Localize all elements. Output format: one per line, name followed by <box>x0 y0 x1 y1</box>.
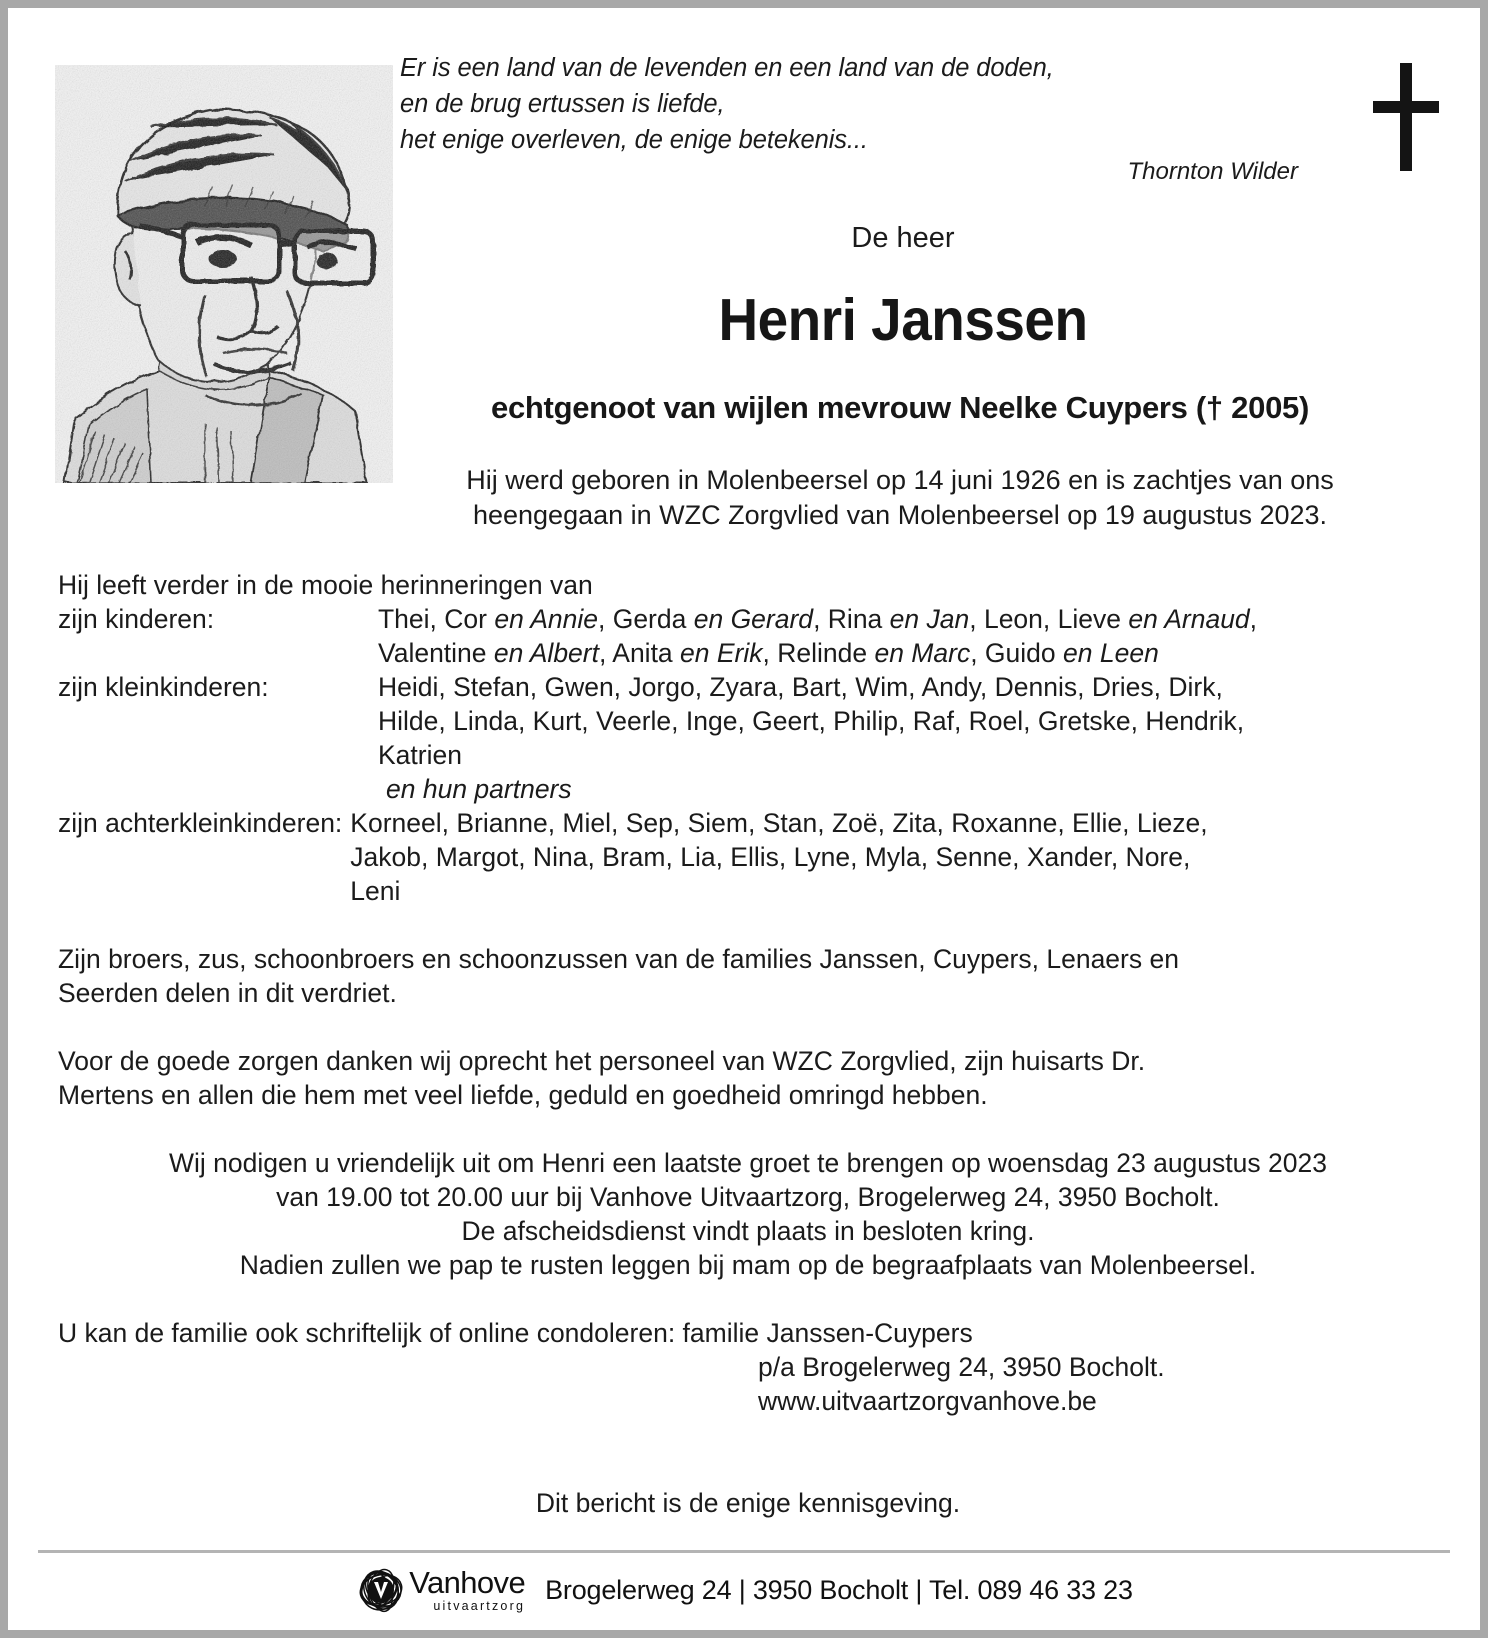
condolence-paragraph <box>58 1316 1438 1418</box>
memorial-card <box>8 8 1480 1630</box>
thanks-paragraph <box>58 1044 1438 1112</box>
quote-line-3: het enige overleven, de enige betekenis... <box>400 126 868 154</box>
greatgrandchildren-line-1: Korneel, Brianne, Miel, Sep, Siem, Stan, Zoë, Zita, Roxanne, Ellie, Lieze, <box>350 808 1208 838</box>
greatgrandchildren-row <box>58 806 1438 908</box>
partners-note: en hun partners <box>386 774 572 804</box>
children-names-line-1: Thei, Cor en Annie, Gerda en Gerard, Rina en Jan, Leon, Lieve en Arnaud, <box>378 604 1258 634</box>
memorial-quote <box>400 50 1300 158</box>
invitation-line-4: Nadien zullen we pap te rusten leggen bij mam op de begraafplaats van Molenbeersel. <box>239 1250 1257 1280</box>
quote-line-2: en de brug ertussen is liefde, <box>400 90 725 118</box>
footer-divider <box>38 1550 1450 1553</box>
siblings-paragraph <box>58 942 1438 1010</box>
grandchildren-row <box>58 670 1438 772</box>
grandchildren-names <box>378 670 1438 772</box>
children-names-line-2: Valentine en Albert, Anita en Erik, Relinde en Marc, Guido en Leen <box>378 638 1159 668</box>
condolence-website[interactable]: www.uitvaartzorgvanhove.be <box>758 1386 1097 1416</box>
vanhove-scribble-icon <box>355 1564 407 1616</box>
greatgrandchildren-line-3: Leni <box>350 876 401 906</box>
footer <box>8 1564 1480 1616</box>
salutation: De heer <box>851 222 955 254</box>
greatgrandchildren-line-2: Jakob, Margot, Nina, Bram, Lia, Ellis, Lyne, Myla, Senne, Xander, Nore, <box>350 842 1191 872</box>
grandchildren-label: zijn kleinkinderen: <box>58 672 269 702</box>
condolence-line-1: U kan de familie ook schriftelijk of online condoleren: familie Janssen-Cuypers <box>58 1318 973 1348</box>
invitation-line-1: Wij nodigen u vriendelijk uit om Henri een laatste groet te brengen op woensdag 23 augustus 2023 <box>169 1148 1327 1178</box>
logo-subtitle: uitvaartzorg <box>433 1598 526 1613</box>
invitation-paragraph <box>58 1146 1438 1282</box>
invitation-line-3: De afscheidsdienst vindt plaats in besloten kring. <box>461 1216 1035 1246</box>
birth-death-line-1: Hij werd geboren in Molenbeersel op 14 juni 1926 en is zachtjes van ons <box>466 465 1334 495</box>
family-section <box>58 568 1438 908</box>
birth-death-info <box>400 463 1400 533</box>
grandchildren-line-3: Katrien <box>378 740 462 770</box>
logo-name: Vanhove <box>409 1564 526 1600</box>
christian-cross-icon <box>1373 63 1439 176</box>
children-label: zijn kinderen: <box>58 604 215 634</box>
siblings-line-1: Zijn broers, zus, schoonbroers en schoonzussen van de families Janssen, Cuypers, Lenaers en <box>58 944 1179 974</box>
quote-line-1: Er is een land van de levenden en een land van de doden, <box>400 54 1054 82</box>
greatgrandchildren-names <box>350 806 1438 908</box>
footer-address: Brogelerweg 24 | 3950 Bocholt | Tel. 089 46 33 23 <box>545 1574 1133 1605</box>
card-header <box>8 8 1480 530</box>
grandchildren-line-2: Hilde, Linda, Kurt, Veerle, Inge, Geert, Philip, Raf, Roel, Gretske, Hendrik, <box>378 706 1245 736</box>
greatgrandchildren-label: zijn achterkleinkinderen: <box>58 808 343 838</box>
spouse-line: echtgenoot van wijlen mevrouw Neelke Cuypers († 2005) <box>491 390 1309 425</box>
deceased-name: Henri Janssen <box>718 287 1088 353</box>
birth-death-line-2: heengegaan in WZC Zorgvlied van Molenbeersel op 19 augustus 2023. <box>472 500 1328 530</box>
closing-paragraph <box>58 1486 1438 1520</box>
portrait-photo <box>55 65 393 483</box>
thanks-line-2: Mertens en allen die hem met veel liefde, geduld en goedheid omringd hebben. <box>58 1080 988 1110</box>
quote-author: Thornton Wilder <box>1127 158 1298 185</box>
closing-note: Dit bericht is de enige kennisgeving. <box>535 1488 961 1518</box>
siblings-line-2: Seerden delen in dit verdriet. <box>58 978 397 1008</box>
thanks-line-1: Voor de goede zorgen danken wij oprecht het personeel van WZC Zorgvlied, zijn huisarts Dr. <box>58 1046 1146 1076</box>
invitation-line-2: van 19.00 tot 20.00 uur bij Vanhove Uitvaartzorg, Brogelerweg 24, 3950 Bocholt. <box>276 1182 1220 1212</box>
children-row <box>58 602 1438 670</box>
vanhove-logo <box>355 1564 525 1616</box>
children-names <box>378 602 1438 670</box>
family-intro: Hij leeft verder in de mooie herinneringen van <box>58 570 593 600</box>
grandchildren-line-1: Heidi, Stefan, Gwen, Jorgo, Zyara, Bart, Wim, Andy, Dennis, Dries, Dirk, <box>378 672 1223 702</box>
condolence-address: p/a Brogelerweg 24, 3950 Bocholt. <box>758 1352 1165 1382</box>
